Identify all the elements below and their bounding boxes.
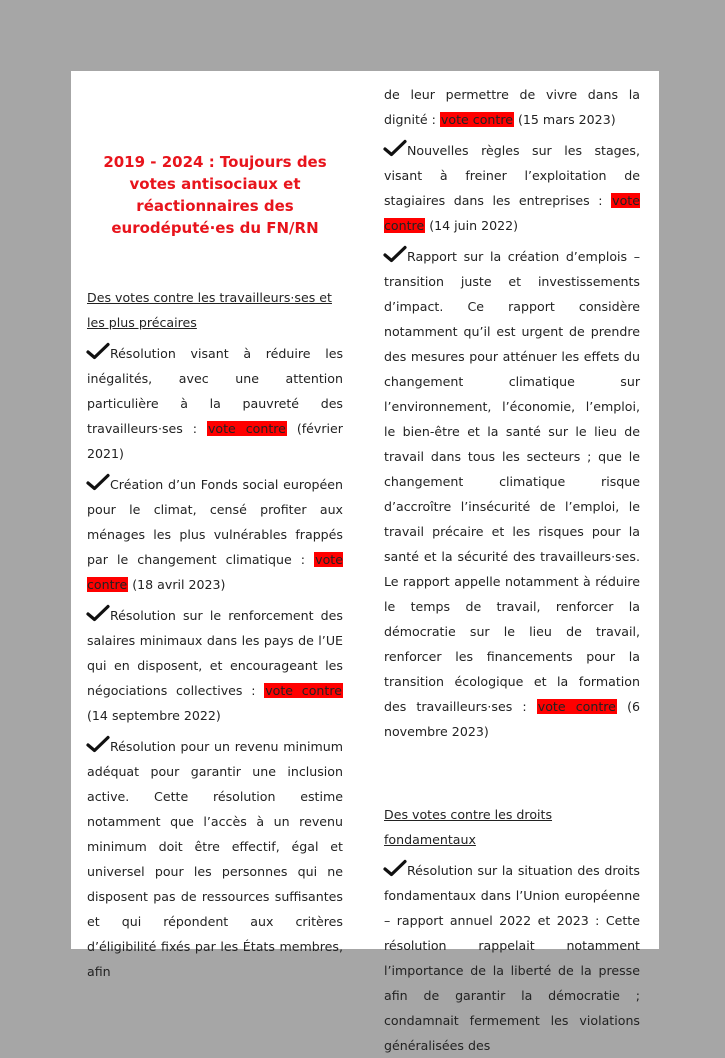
list-item (87, 603, 343, 728)
checkmark-icon (87, 605, 109, 621)
document-page (71, 71, 659, 1053)
right-column (384, 82, 640, 1058)
item-text: Résolution sur la situation des droits fondamentaux dans l’Union européenne – rapport annuel 2022 et 2023 : Cette résolution rappelait notamment l’importance de la liberté de la presse afin de garantir la démocratie ; condamnait fermement les violations généralisées des (384, 863, 640, 1053)
checkmark-icon (87, 343, 109, 359)
section-heading-fundamental-rights: Des votes contre les droits fondamentaux (384, 807, 553, 847)
vote-contre-highlight: vote contre (384, 193, 640, 233)
item-date: (14 septembre 2022) (87, 708, 221, 723)
list-item (384, 858, 640, 1058)
item-date: (février 2021) (87, 421, 343, 461)
item-text: Création d’un Fonds social européen pour le climat, censé profiter aux ménages les plus vulnérables frappés par le changement climatique : (87, 477, 343, 567)
page-title: 2019 - 2024 : Toujours des votes antisociaux et réactionnaires des eurodéputé·es du FN/RN (103, 153, 327, 237)
list-item (384, 244, 640, 744)
item-text: Résolution sur le renforcement des salaires minimaux dans les pays de l’UE qui en disposent, et encourageant les négociations collectives : (87, 608, 343, 698)
item-text: Nouvelles règles sur les stages, visant à freiner l’exploitation de stagiaires dans les entreprises : (384, 143, 640, 208)
checkmark-icon (87, 474, 109, 490)
item-text: Résolution pour un revenu minimum adéquat pour garantir une inclusion active. Cette résolution estime notamment que l’accès à un revenu minimum doit être effectif, égal et universel pour les personnes qui ne disposent pas de ressources suffisantes et qui répondent aux critères d’éligibilité fixés par les États membres, afin (87, 739, 343, 979)
item-text: de leur permettre de vivre dans la dignité : (384, 87, 640, 127)
checkmark-icon (384, 246, 406, 262)
list-item (384, 138, 640, 238)
left-column (87, 77, 343, 984)
list-item-continuation (384, 82, 640, 132)
vote-contre-highlight: vote contre (537, 699, 616, 714)
vote-contre-highlight: vote contre (440, 112, 513, 127)
item-date: (14 juin 2022) (429, 218, 519, 233)
vote-contre-highlight: vote contre (87, 552, 343, 592)
item-date: (6 novembre 2023) (384, 699, 640, 739)
checkmark-icon (384, 860, 406, 876)
vote-contre-highlight: vote contre (207, 421, 286, 436)
list-item (87, 341, 343, 466)
item-text: Résolution visant à réduire les inégalités, avec une attention particulière à la pauvreté des travailleurs·ses : (87, 346, 343, 436)
checkmark-icon (384, 140, 406, 156)
item-text: Rapport sur la création d’emplois – transition juste et investissements d’impact. Ce rapport considère notamment qu’il est urgent de prendre des mesures pour atténuer les effets du changement climatique sur l’environnement, l’économie, l’emploi, le bien-être et la santé sur le lieu de travail dans tous les secteurs ; que le changement climatique risque d’accroître l’insécurité de l’emploi, le travail précaire et les risques pour la santé et la sécurité des travailleurs·ses. Le rapport appelle notamment à réduire le temps de travail, renforcer la démocratie sur le lieu de travail, renforcer les financements pour la transition écologique et la formation des travailleurs·ses : (384, 249, 640, 714)
item-date: (18 avril 2023) (132, 577, 226, 592)
list-item (87, 734, 343, 984)
checkmark-icon (87, 736, 109, 752)
item-date: (15 mars 2023) (517, 112, 616, 127)
section-heading-workers: Des votes contre les travailleurs·ses et les plus précaires (87, 290, 332, 330)
list-item (87, 472, 343, 597)
vote-contre-highlight: vote contre (265, 683, 342, 698)
